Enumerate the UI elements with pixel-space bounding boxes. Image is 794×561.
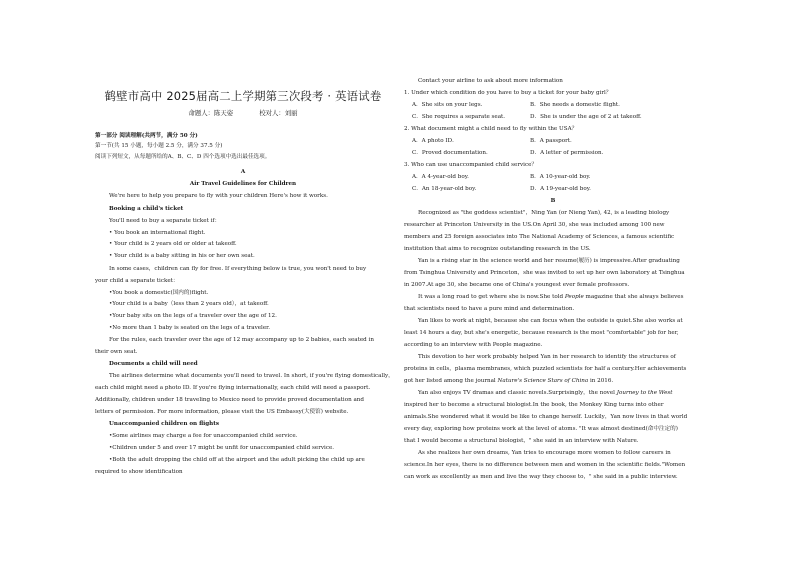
passage-line: •Your child is a baby（less than 2 years old），at takeoff. (109, 301, 269, 307)
passage-line: letters of permission. For more information, please visit the US Embassy(大使馆) website. (95, 409, 349, 415)
passage-a-title: Air Travel Guidelines for Children (189, 181, 297, 187)
passage-b-line: that I would become a structural biologist，" she said in an interview with Nature. (404, 438, 639, 444)
question-1: 1. Under which condition do you have to buy a ticket for your baby girl？ (404, 90, 612, 96)
passage-b-line (404, 378, 613, 385)
passage-b-line: in 2007.At age 30, she became one of China's youngest ever female professors. (404, 282, 630, 288)
q3-option-b: B．A 10-year-old boy. (530, 174, 591, 180)
passage-line: •Your baby sits on the legs of a traveler over the age of 12. (109, 313, 277, 319)
passage-b-line: can work as excellently as men and live the way they choose to，" she said in a public interview. (404, 474, 678, 480)
text-fragment: It was a long road to get where she is now.She told (418, 294, 565, 300)
text-fragment: got her listed among the journal (404, 378, 498, 384)
passage-line: You'll need to buy a separate ticket if： (109, 218, 221, 224)
passage-b-line: inspired her to become a structural biologist.In the book, the Monkey King turns into other (404, 402, 664, 408)
passage-b-line: Yan likes to work at night, because she can focus when the outside is quiet.She also works at (418, 318, 683, 324)
text-fragment: magazine that she always believes (583, 294, 684, 300)
passage-b-line: As she realizes her own dreams, Yan tries to encourage more women to follow careers in (418, 450, 671, 456)
passage-line: • Your child is a baby sitting in his or her own seat. (109, 253, 255, 259)
instructions: 阅读下列短文，从每题所给的A、B、C、D 四个选项中选出最佳选项。 (95, 154, 271, 160)
subheading-booking: Booking a child's ticket (109, 206, 184, 212)
journal-name: Nature's Science Stars of China (497, 378, 589, 384)
passage-b-line: from Tsinghua University and Princeton，she was invited to set up her own laboratory at Tsinghua (404, 270, 685, 276)
passage-b-line: that scientists need to have a pure mind and determination. (404, 306, 575, 312)
passage-b-line: institution that aims to recognize outstanding research in the US. (404, 246, 591, 252)
passage-b-line (418, 294, 684, 301)
passage-line: The airlines determine what documents you'll need to travel. In short, if you're flying domestically， (109, 373, 394, 379)
passage-b-line: This devotion to her work probably helped Yan in her research to identify the structures of (418, 354, 676, 360)
passage-b-letter: B (550, 198, 556, 204)
passage-line: • Your child is 2 years old or older at takeoff. (109, 241, 237, 247)
passage-line: For the rules, each traveler over the age of 12 may accompany up to 2 babies, each seated in (109, 337, 374, 343)
part-heading: 第一部分 阅读理解(共两节，满分 50 分) (95, 133, 198, 139)
q2-option-b: B．A passport. (530, 138, 572, 144)
passage-line: • You book an international flight. (109, 230, 206, 236)
passage-b-line: animals.She wondered what it would be like to change herself. Luckily，Yan now lives in that world (404, 414, 688, 420)
passage-b-line: members and 25 foreign associates into The National Academy of Sciences, a famous scientific (404, 234, 675, 240)
reviewer-name: 校对人：刘丽 (259, 109, 298, 117)
passage-line: Additionally, children under 18 traveling to Mexico need to provide proved documentation and (95, 397, 364, 403)
passage-line: required to show identification (95, 469, 183, 475)
passage-b-line: Yan is a rising star in the science world and her resume(履历) is impressive.After graduating (418, 258, 680, 264)
question-3: 3. Who can use unaccompanied child service？ (404, 162, 537, 168)
q3-option-c: C．An 18-year-old boy. (412, 186, 477, 192)
contact-line: Contact your airline to ask about more information (418, 78, 563, 84)
text-fragment: in 2016. (588, 378, 614, 384)
section-heading: 第一节(共 15 小题，每小题 2.5 分，满分 37.5 分) (95, 143, 223, 149)
passage-line: •You book a domestic(国内的)flight. (109, 290, 209, 296)
passage-line: your child a separate ticket： (95, 278, 179, 284)
passage-b-line: Recognized as "the goddess scientist"，Ning Yan (or Nieng Yan), 42, is a leading biology (418, 210, 670, 216)
setter-name: 命题人：陈天姿 (188, 109, 234, 117)
passage-b-line: proteins in cells，plasma membranes, which puzzled scientists for half a century.Her achievements (404, 366, 687, 372)
passage-line: We're here to help you prepare to fly with your children Here's how it works. (109, 193, 328, 199)
q2-option-c: C．Proved documentation. (412, 150, 488, 156)
q1-option-d: D．She is under the age of 2 at takeoff. (530, 114, 642, 120)
passage-b-line: researcher at Princeton University in the US.On April 30, she was included among 100 new (404, 222, 665, 228)
passage-a-letter: A (240, 169, 246, 175)
q1-option-c: C．She requires a separate seat. (412, 114, 506, 120)
q2-option-d: D．A letter of permission. (530, 150, 604, 156)
passage-line: In some cases，children can fly for free. If everything below is true, you won't need to buy (109, 266, 367, 272)
passage-b-line: least 14 hours a day, but she's energetic, because research is the most "comfortable" job for her, (404, 330, 679, 336)
passage-b-line: science.In her eyes, there is no difference between men and women in the scientific fields."Women (404, 462, 686, 468)
exam-title: 鹤壁市高中 2025届高二上学期第三次段考 · 英语试卷 (104, 89, 382, 103)
passage-line: •No more than 1 baby is seated on the legs of a traveler. (109, 325, 270, 331)
passage-line: their own seat. (95, 349, 138, 355)
subheading-documents: Documents a child will need (109, 361, 198, 367)
passage-line: •Both the adult dropping the child off at the airport and the adult picking the child up are (109, 457, 365, 463)
passage-line: •Children under 5 and over 17 might be unfit for unaccompanied child service. (109, 445, 335, 451)
exam-authors (95, 108, 391, 117)
passage-b-line: every day, exploring how proteins work at the level of atoms. "It was almost destined(命中注定的) (404, 426, 678, 432)
passage-b-line (418, 390, 673, 397)
q1-option-a: A．She sits on your legs. (412, 102, 483, 108)
q2-option-a: A．A photo ID． (412, 138, 458, 144)
subheading-unaccompanied: Unaccompanied children on flights (109, 421, 219, 427)
passage-line: each child might need a photo ID. If you're flying internationally, each child will need a passport. (95, 385, 371, 391)
question-2: 2. What document might a child need to fly within the USA？ (404, 126, 578, 132)
q3-option-d: D．A 19-year-old boy. (530, 186, 591, 192)
passage-b-line: according to an interview with People magazine. (404, 342, 543, 348)
q3-option-a: A．A 4-year-old boy. (412, 174, 469, 180)
q1-option-b: B．She needs a domestic flight. (530, 102, 620, 108)
passage-line: •Some airlines may charge a fee for unaccompanied child service. (109, 433, 298, 439)
magazine-name: People (564, 294, 584, 300)
text-fragment: Yan also enjoys TV dramas and classic novels.Surprisingly，the novel (418, 390, 617, 396)
novel-name: Journey to the West (616, 390, 673, 396)
